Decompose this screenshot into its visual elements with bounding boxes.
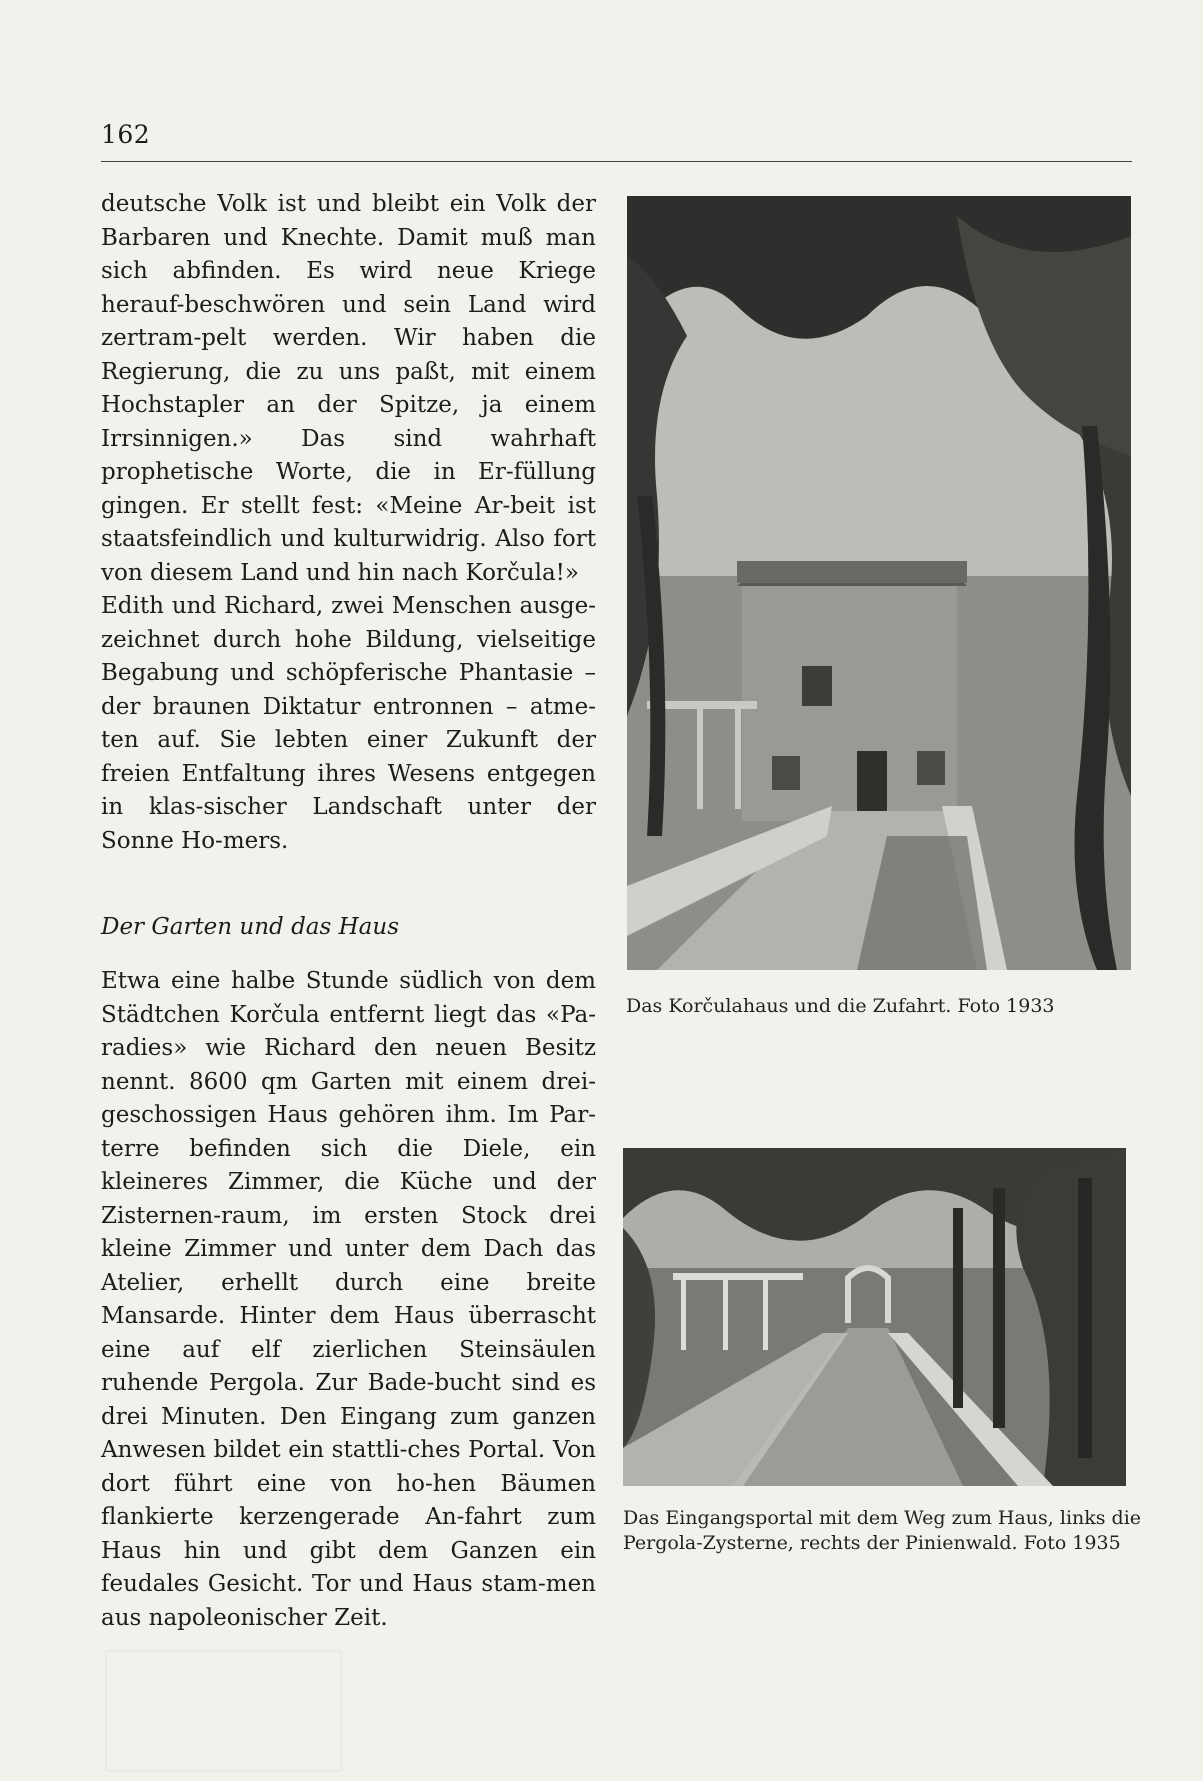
photo-house-driveway <box>627 196 1131 970</box>
paragraph-3: Etwa eine halbe Stunde südlich von dem Städtchen Korčula entfernt liegt das «Pa-radies» wie Richard den neuen Besitz nennt. 8600 qm Garten mit einem drei-geschossigen Haus gehören ihm. Im Par-terre befinden sich die Diele, ein kleineres Zimmer, die Küche und der Zisternen-raum, im ersten Stock drei kleine Zimmer und unter dem Dach das Atelier, erhellt durch eine breite Mansarde. Hinter dem Haus überrascht eine auf elf zierlichen Steinsäulen ruhende Pergola. Zur Bade-bucht sind es drei Minuten. Den Eingang zum ganzen Anwesen bildet ein stattli-ches Portal. Von dort führt eine von ho-hen Bäumen flankierte kerzengerade An-fahrt zum Haus hin und gibt dem Ganzen ein feudales Gesicht. Tor und Haus stam-men aus napoleonischer Zeit. <box>101 968 596 1631</box>
paragraph-2: Edith und Richard, zwei Menschen ausge-zeichnet durch hohe Bildung, vielseitige Begabung und schöpferische Phantasie – der braunen Diktatur entronnen – atme-ten auf. Sie lebten einer Zukunft der freien Entfaltung ihres Wesens entgegen in klas-sischer Landschaft unter der Sonne Ho-mers. <box>101 593 596 854</box>
photo-house-driveway-image <box>627 196 1131 970</box>
page-number: 162 <box>101 120 151 149</box>
header-rule <box>101 161 1132 162</box>
paragraph-1: deutsche Volk ist und bleibt ein Volk der Barbaren und Knechte. Damit muß man sich abfinden. Es wird neue Kriege herauf-beschwören und sein Land wird zertram-pelt werden. Wir haben die Regierung, die zu uns paßt, mit einem Hochstapler an der Spitze, ja einem Irrsinnigen.» Das sind wahrhaft prophetische Worte, die in Er-füllung gingen. Er stellt fest: «Meine Ar-beit ist staatsfeindlich und kulturwidrig. Also fort von diesem Land und hin nach Korčula!» <box>101 191 596 586</box>
photo-house-caption: Das Korčulahaus und die Zufahrt. Foto 1933 <box>626 995 1055 1017</box>
text-column-top <box>101 188 596 858</box>
photo-entrance-portal <box>623 1148 1126 1486</box>
photo-entrance-portal-image <box>623 1148 1126 1486</box>
photo-portal-caption: Das Eingangsportal mit dem Weg zum Haus, links die Pergola-Zysterne, rechts der Pinienwald. Foto 1935 <box>623 1507 1142 1554</box>
stamp-bleed-through <box>105 1650 342 1772</box>
section-heading: Der Garten und das Haus <box>101 914 400 940</box>
text-column-bottom <box>101 965 596 1635</box>
